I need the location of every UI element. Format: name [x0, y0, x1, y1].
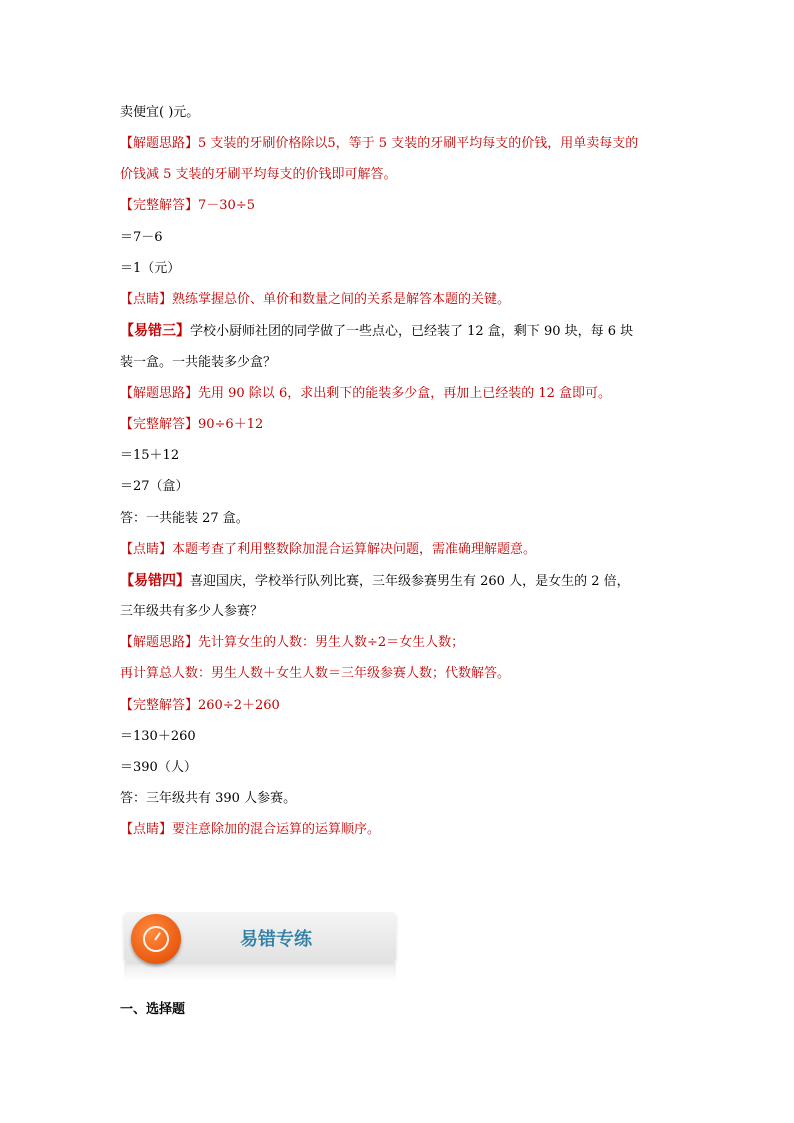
full-solution: 【完整解答】260÷2＋260	[120, 698, 280, 713]
full-solution: 【完整解答】90÷6＋12	[120, 417, 264, 432]
banner-reflection	[124, 963, 396, 981]
banner-title: 易错专练	[240, 929, 312, 950]
key-point: 【点睛】本题考查了利用整数除加混合运算解决问题，需准确理解题意。	[120, 542, 537, 557]
problem-four-cont: 三年级共有多少人参赛？	[120, 604, 264, 619]
full-solution: 【完整解答】7－30÷5	[120, 198, 255, 213]
answer: 答：三年级共有 390 人参赛。	[120, 791, 297, 806]
section-title: 一、选择题	[120, 1002, 186, 1017]
key-point: 【点睛】要注意除加的混合运算的运算顺序。	[120, 822, 381, 837]
solution-idea: 【解题思路】先用 90 除以 6，求出剩下的能装多少盒，再加上已经装的 12 盒即可。	[120, 386, 612, 401]
problem-four	[120, 572, 630, 591]
problem-three	[120, 322, 633, 341]
problem-four-label: 【易错四】	[120, 573, 190, 589]
solution-idea-cont: 价钱减 5 支装的牙刷平均每支的价钱即可解答。	[120, 167, 397, 182]
stopwatch-icon	[131, 914, 181, 964]
calc-step: ＝15＋12	[120, 448, 180, 463]
calc-step: ＝130＋260	[120, 729, 196, 744]
problem-three-cont: 装一盒。一共能装多少盒？	[120, 355, 277, 370]
key-point: 【点睛】熟练掌握总价、单价和数量之间的关系是解答本题的关键。	[120, 292, 511, 307]
text-line: 卖便宜( )元。	[120, 105, 200, 120]
calc-step: ＝27（盒）	[120, 479, 189, 494]
problem-three-text: 学校小厨师社团的同学做了一些点心，已经装了 12 盒，剩下 90 块，每 6 块	[190, 324, 634, 339]
solution-idea: 【解题思路】先计算女生的人数：男生人数÷2＝女生人数；	[120, 635, 465, 650]
answer: 答：一共能装 27 盒。	[120, 511, 249, 526]
calc-step: ＝7－6	[120, 230, 163, 245]
problem-three-label: 【易错三】	[120, 323, 190, 339]
solution-idea-cont: 再计算总人数：男生人数＋女生人数＝三年级参赛人数；代数解答。	[120, 666, 511, 681]
calc-step: ＝390（人）	[120, 760, 197, 775]
solution-idea: 【解题思路】5 支装的牙刷价格除以5，等于 5 支装的牙刷平均每支的价钱，用单卖每支的	[120, 136, 639, 151]
problem-four-text: 喜迎国庆，学校举行队列比赛，三年级参赛男生有 260 人，是女生的 2 倍，	[190, 574, 630, 589]
calc-step: ＝1（元）	[120, 261, 181, 276]
